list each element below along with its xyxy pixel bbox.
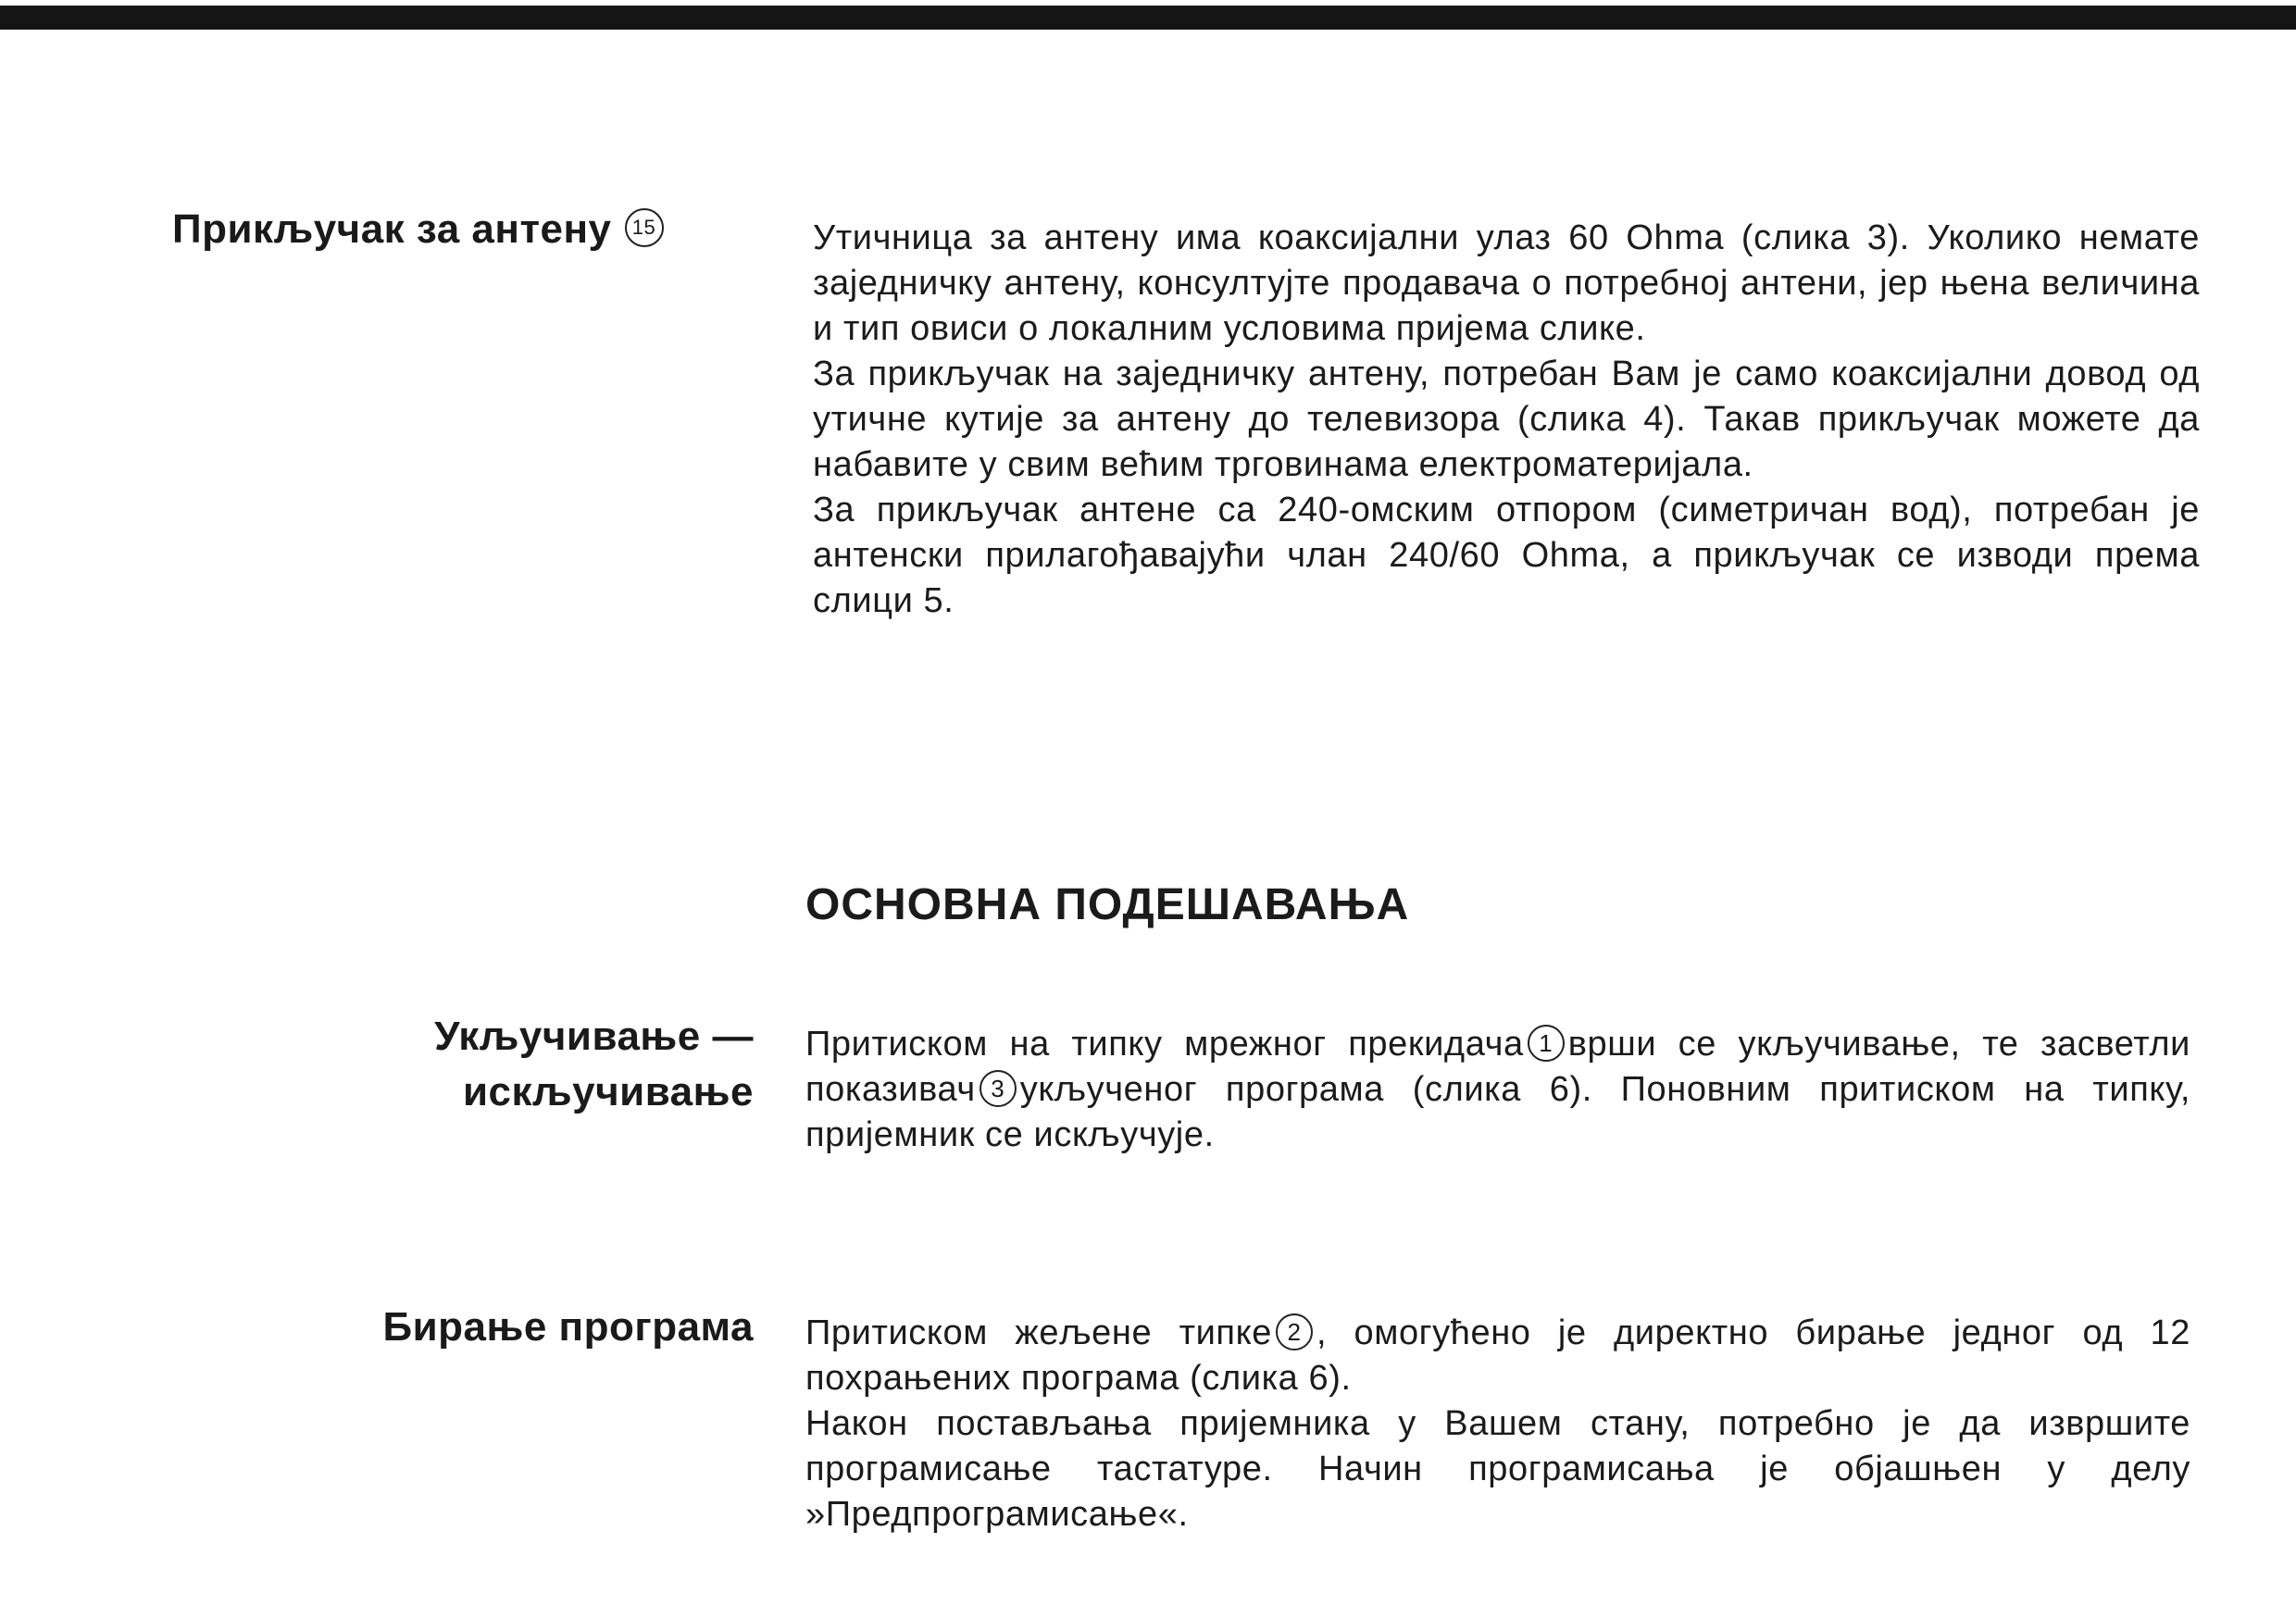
antenna-paragraph-3: За прикључак антене са 240-омским отпором (симетричан вод), потребан је антенски прилагођавајући члан 240/60 Ohma, а прикључак се изводи према слици 5.	[813, 491, 2200, 620]
power-heading	[172, 1009, 754, 1120]
antenna-paragraph-2: За прикључак на заједничку антену, потребан Вам је само коаксијални довод од утичне кутије за антену до телевизора (слика 4). Такав прикључак можете да набавите у свим већим трговинама електроматеријала.	[813, 355, 2200, 484]
antenna-ref-number: 15	[625, 208, 664, 247]
indicator-ref: 3	[980, 1070, 1017, 1107]
antenna-paragraph-1: Утичница за антену има коаксијални улаз 60 Ohma (слика 3). Уколико немате заједничку антену, консултујте продавача о потребној антени, јер њена величина и тип овиси о локалним условима пријема слике.	[813, 218, 2200, 348]
power-heading-line2: искључивање	[462, 1069, 754, 1114]
program-heading: Бирање програма	[382, 1304, 754, 1350]
program-text-b: , омогућено је директно бирање једног од 12 похрањених програма (слика 6).	[805, 1313, 2190, 1398]
program-key-ref: 2	[1276, 1313, 1313, 1350]
power-description	[805, 1022, 2190, 1158]
basic-settings-title: ОСНОВНА ПОДЕШАВАЊА	[805, 880, 1410, 929]
antenna-heading	[172, 202, 765, 257]
power-text-b: врши се укључивање, те засветли показивач	[805, 1025, 2190, 1109]
program-paragraph-1	[805, 1311, 2190, 1401]
program-description	[805, 1311, 2190, 1537]
antenna-heading-label: Прикључак за антену	[172, 206, 612, 252]
power-heading-line1: Укључивање —	[434, 1014, 754, 1059]
power-switch-ref: 1	[1528, 1025, 1565, 1062]
power-text-a: Притиском на типку мрежног прекидача	[805, 1025, 1524, 1064]
program-text-a: Притиском жељене типке	[805, 1313, 1272, 1352]
program-paragraph-2: Након постављања пријемника у Вашем стану, потребно је да извршите програмисање тастатуре. Начин програмисања је објашњен у делу »Предпрограмисање«.	[805, 1404, 2190, 1534]
power-paragraph	[805, 1022, 2190, 1158]
antenna-description	[813, 216, 2200, 624]
power-text-c: укљученог програма (слика 6). Поновним притиском на типку, пријемник се искључује.	[805, 1070, 2190, 1154]
